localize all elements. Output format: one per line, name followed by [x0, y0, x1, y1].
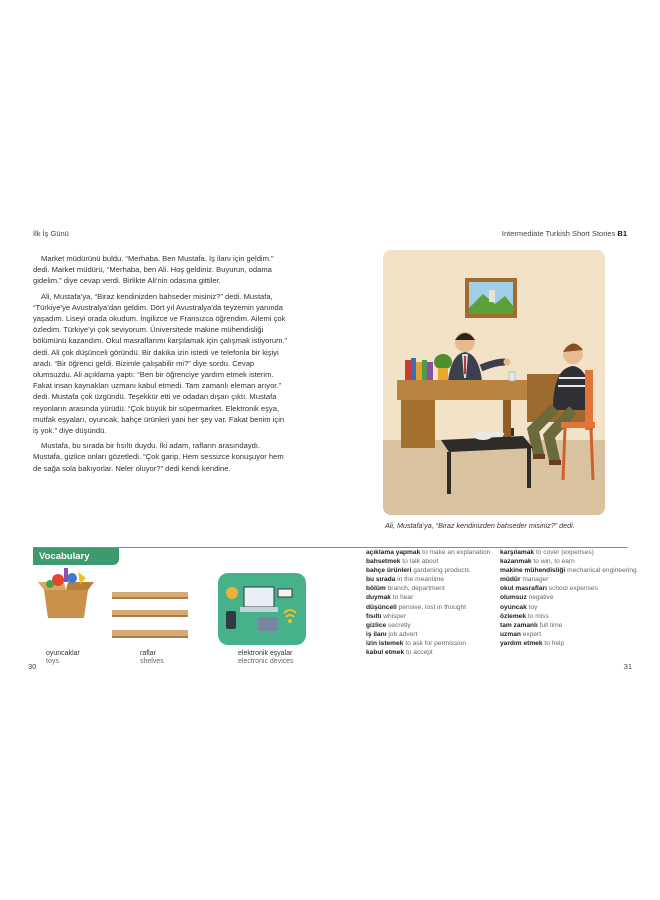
glossary-term: makine mühendisliği: [500, 567, 566, 575]
vocab-term: elektronik eşyalar: [238, 650, 293, 657]
glossary-definition: to talk about: [402, 558, 439, 566]
glossary-entry: [366, 593, 494, 602]
glossary-definition: to win, to earn: [533, 558, 575, 566]
glossary-term: izin istemek: [366, 639, 404, 647]
glossary-definition: gardening products: [413, 567, 470, 575]
page-number-right: 31: [623, 662, 632, 671]
story-paragraph: Market müdürünü buldu. “Merhaba. Ben Mustafa. İş ilanı için geldim.” dedi. Market müdürü, “Merhaba, ben Ali. Hoş geldiniz. Buyurun, odama gidelim.” diye cevap verdi. Birlikte Ali’nin odasına gittiler.: [33, 254, 274, 286]
glossary-definition: whisper: [383, 612, 406, 620]
vocab-translation: toys: [46, 658, 59, 665]
glossary-definition: to cover (expenses): [535, 549, 594, 556]
chair: [585, 370, 593, 430]
glossary-term: gizlice: [366, 621, 387, 629]
book-title-text: Intermediate Turkish Short Stories: [501, 229, 616, 238]
glossary-term: kazanmak: [500, 558, 532, 566]
glossary-entry: [500, 621, 628, 630]
glossary-term: fısıltı: [366, 612, 382, 620]
vocab-translation: shelves: [140, 658, 164, 665]
glossary-term: düşünceli: [366, 603, 397, 611]
office-illustration: [383, 250, 605, 515]
glossary-definition: branch, department: [387, 585, 445, 593]
glossary-term: tam zamanlı: [500, 621, 538, 629]
glossary-entry: [366, 566, 494, 575]
glossary-term: kabul etmek: [366, 649, 405, 657]
illustration-caption: Ali, Mustafa’ya, “Biraz kendinizden bahseder misiniz?” dedi.: [385, 521, 575, 530]
glossary-term: karşılamak: [500, 549, 535, 556]
page-number-left: 30: [28, 662, 37, 671]
shelves-icon: [110, 590, 190, 646]
glossary-definition: expert: [522, 630, 542, 638]
chapter-title: İlk İş Günü: [33, 229, 69, 238]
glossary-entry: [366, 548, 494, 557]
glossary-definition: to hear: [392, 594, 414, 602]
glossary-term: yardım etmek: [500, 639, 543, 647]
glossary-entry: [366, 584, 494, 593]
story-paragraph: Ali, Mustafa’ya, “Biraz kendinizden bahseder misiniz?” dedi. Mustafa, “Türkiye’ye Avustralya’dan geldim. Dört yıl Avustralya’da teyzemin yanında yaşadım. Liseyi orada okudum. İngilizce ve Fransızca öğrendim. Ailemi çok özledim. Türkiye’yi çok seviyorum. Üniversitede makine mühendisliği bölümünü kazandım. Okul masraflarımı karşılamak için çalışmak istiyorum.” dedi. Ali çok düşünceli göründü. Bir dakika izin istedi ve telefonla bir kişiyi aradı. “Bir öğrenci geldi. Bizimle çalışabilir mi?” diye sordu. Cevap olumsuzdu. Ali açıklama yaptı: “Ben bir öğrenciye yardım etmek isterim. Fakat insan kaynakları uzmanı kabul etmedi. Tam zamanlı eleman arıyor.” dedi. Mustafa çok üzgündü. Teşekkür etti ve odadan dışarı çıktı. Mustafa reyonların arasında yürüdü. “Çok büyük bir süpermarket. Elektronik eşya, mutfak eşyaları, oyuncak, bahçe ürünleri yani her şey var. Fakat benim için iş yok.” diye düşündü.: [33, 291, 288, 436]
glossary-entry: [366, 557, 494, 566]
glossary-term: bölüm: [366, 585, 386, 593]
glossary-entry: [500, 548, 628, 557]
glossary-definition: to help: [544, 639, 565, 647]
vocab-item: [238, 650, 294, 666]
glossary-column-1: [366, 548, 494, 657]
glossary-term: bahçe ürünleri: [366, 567, 412, 575]
glossary-column-2: [500, 548, 637, 648]
office-scene-image: [383, 250, 605, 515]
glossary-definition: to ask for permission: [405, 639, 467, 647]
glossary-definition: school expenses: [548, 585, 598, 593]
vocab-item: [46, 650, 80, 666]
electronic-devices-icon: [218, 573, 306, 645]
glossary-definition: pensive, lost in thought: [398, 603, 467, 611]
glossary-entry: [366, 621, 494, 630]
glossary-definition: manager: [522, 576, 549, 584]
vocabulary-heading: Vocabulary: [33, 548, 119, 565]
desk-top: [397, 380, 527, 400]
glossary-term: duymak: [366, 594, 391, 602]
glossary-entry: [500, 593, 628, 602]
glossary-definition: in the meantime: [397, 576, 445, 584]
glossary-term: okul masrafları: [500, 585, 547, 593]
glossary-term: özlemek: [500, 612, 527, 620]
glossary-definition: secretly: [388, 621, 411, 629]
glossary-definition: to make an explanation: [422, 549, 491, 556]
glossary-term: açıklama yapmak: [366, 549, 421, 556]
glossary-definition: mechanical engineering: [567, 567, 637, 575]
glossary-entry: [500, 630, 628, 639]
glossary-definition: to miss: [527, 612, 549, 620]
glossary-entry: [500, 612, 628, 621]
toys-box-icon: [36, 568, 96, 620]
level-badge: B1: [617, 229, 627, 238]
vocab-translation: electronic devices: [238, 658, 294, 665]
glossary-entry: [500, 603, 628, 612]
glossary-term: iş ilanı: [366, 630, 387, 638]
glossary-entry: [366, 603, 494, 612]
glossary-entry: [500, 566, 637, 575]
glossary-term: bahsetmek: [366, 558, 401, 566]
glossary-entry: [366, 575, 494, 584]
glossary-term: oyuncak: [500, 603, 527, 611]
glossary-entry: [500, 584, 628, 593]
glossary-entry: [366, 648, 494, 657]
story-paragraph: Mustafa, bu sırada bir fısıltı duydu. İki adam, rafların arasındaydı. Mustafa, gizlice onları gözetledi. “Çok garip. Hem sessizce konuşuyor hem de sağa sola bakıyorlar. Neler oluyor?” dedi kendi kendine.: [33, 441, 284, 473]
glossary-definition: to accept: [405, 649, 433, 657]
glossary-entry: [500, 639, 628, 648]
glossary-entry: [500, 557, 628, 566]
book-title: [502, 229, 627, 238]
glossary-entry: [500, 575, 628, 584]
vocab-term: oyuncaklar: [46, 650, 80, 657]
glossary-term: olumsuz: [500, 594, 527, 602]
glossary-definition: job advert: [388, 630, 418, 638]
glossary-definition: negative: [528, 594, 554, 602]
glossary-definition: toy: [528, 603, 538, 611]
glossary-term: bu sırada: [366, 576, 396, 584]
glossary-definition: full time: [539, 621, 563, 629]
glossary-entry: [366, 639, 494, 648]
glossary-term: müdür: [500, 576, 521, 584]
vocab-term: raflar: [140, 650, 156, 657]
story-text: [33, 253, 289, 478]
glossary-entry: [366, 630, 494, 639]
glossary-entry: [366, 612, 494, 621]
glossary-term: uzman: [500, 630, 521, 638]
vocab-item: [140, 650, 164, 666]
